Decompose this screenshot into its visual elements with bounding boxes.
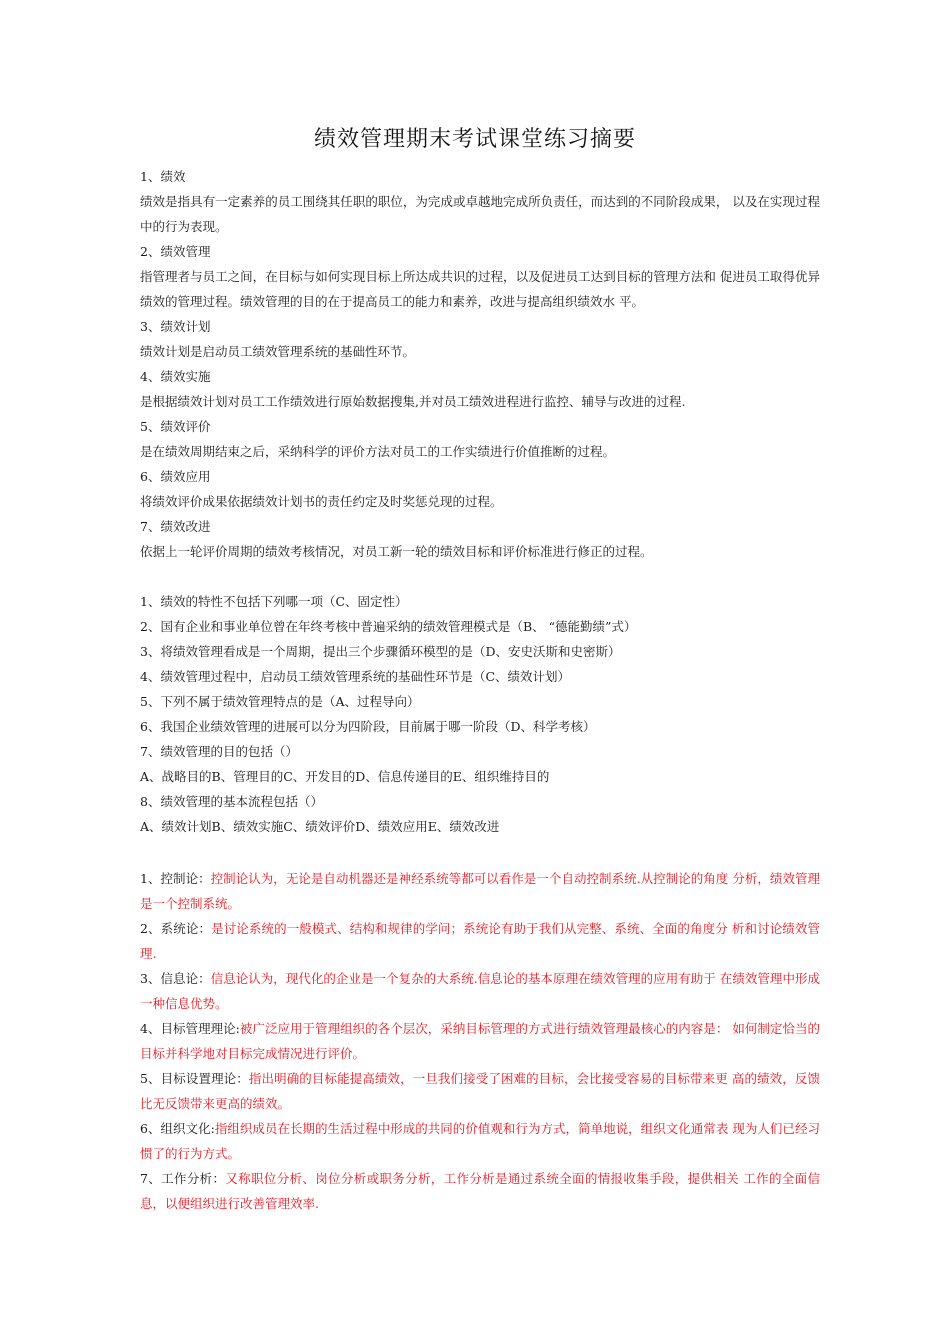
questions-section xyxy=(140,589,820,839)
definition-heading: 3、绩效计划 xyxy=(140,319,211,334)
question-options: A、绩效计划B、绩效实施C、绩效评价D、绩效应用E、绩效改进 xyxy=(140,819,500,834)
definition-text: 绩效计划是启动员工绩效管理系统的基础性环节。 xyxy=(140,344,416,359)
definition-heading: 7、绩效改进 xyxy=(140,519,211,534)
theory-text: 是讨论系统的一般模式、结构和规律的学问；系统论有助于我们从完整、系统、全面的角度分 析和讨论绩效管理. xyxy=(140,921,820,961)
theory-label: 4、目标管理理论: xyxy=(140,1021,240,1036)
theory-item xyxy=(140,1166,820,1216)
question-line: 4、绩效管理过程中，启动员工绩效管理系统的基础性环节是（C、绩效计划） xyxy=(140,669,571,684)
question-line: 8、绩效管理的基本流程包括（） xyxy=(140,794,323,809)
definition-text: 是在绩效周期结束之后，采纳科学的评价方法对员工的工作实绩进行价值推断的过程。 xyxy=(140,444,616,459)
theory-text: 信息论认为，现代化的企业是一个复杂的大系统.信息论的基本原理在绩效管理的应用有助于 在绩效管理中形成一种信息优势。 xyxy=(140,971,821,1011)
question-options: A、战略目的B、管理目的C、开发目的D、信息传递目的E、组织维持目的 xyxy=(140,769,550,784)
question-line: 1、绩效的特性不包括下列哪一项（C、固定性） xyxy=(140,594,408,609)
definitions-section xyxy=(140,164,820,564)
definition-heading: 6、绩效应用 xyxy=(140,469,211,484)
definition-heading: 4、绩效实施 xyxy=(140,369,211,384)
definition-text: 依据上一轮评价周期的绩效考核情况，对员工新一轮的绩效目标和评价标准进行修正的过程。 xyxy=(140,544,653,559)
theory-label: 2、系统论： xyxy=(140,921,212,936)
theory-item xyxy=(140,1116,820,1166)
theory-text: 指出明确的目标能提高绩效，一旦我们接受了困难的目标，会比接受容易的目标带来更 高的绩效，反馈比无反馈带来更高的绩效。 xyxy=(140,1071,820,1111)
question-line: 2、国有企业和事业单位曾在年终考核中普遍采纳的绩效管理模式是（B、 “德能勤绩”式） xyxy=(140,619,637,634)
theory-item xyxy=(140,1016,820,1066)
question-line: 6、我国企业绩效管理的进展可以分为四阶段，目前属于哪一阶段（D、科学考核） xyxy=(140,719,596,734)
definition-text: 绩效是指具有一定素养的员工围绕其任职的职位，为完成或卓越地完成所负责任，而达到的不同阶段成果， 以及在实现过程中的行为表现。 xyxy=(140,194,820,234)
theories-section xyxy=(140,866,820,1216)
definition-text: 将绩效评价成果依据绩效计划书的责任约定及时奖惩兑现的过程。 xyxy=(140,494,503,509)
theory-label: 5、目标设置理论： xyxy=(140,1071,249,1086)
definition-text: 指管理者与员工之间，在目标与如何实现目标上所达成共识的过程，以及促进员工达到目标的管理方法和 促进员工取得优异绩效的管理过程。绩效管理的目的在于提高员工的能力和素养，改进与提高组织绩效水 平。 xyxy=(140,269,820,309)
document-title: 绩效管理期末考试课堂练习摘要 xyxy=(313,127,636,152)
definition-heading: 2、绩效管理 xyxy=(140,244,211,259)
theory-item xyxy=(140,916,820,966)
question-line: 3、将绩效管理看成是一个周期，提出三个步骤循环模型的是（D、安史沃斯和史密斯） xyxy=(140,644,621,659)
definition-heading: 1、绩效 xyxy=(140,169,186,184)
theory-label: 1、控制论： xyxy=(140,871,211,886)
theory-text: 指组织成员在长期的生活过程中形成的共同的价值观和行为方式，简单地说，组织文化通常表 现为人们已经习惯了的行为方式。 xyxy=(140,1121,820,1161)
question-line: 7、绩效管理的目的包括（） xyxy=(140,744,298,759)
theory-text: 被广泛应用于管理组织的各个层次，采纳目标管理的方式进行绩效管理最核心的内容是： 如何制定恰当的目标并科学地对目标完成情况进行评价。 xyxy=(140,1021,820,1061)
theory-label: 7、工作分析： xyxy=(140,1171,226,1186)
theory-item xyxy=(140,966,820,1016)
definition-text: 是根据绩效计划对员工工作绩效进行原始数据搜集,并对员工绩效进程进行监控、辅导与改进的过程. xyxy=(140,394,686,409)
theory-item xyxy=(140,866,820,916)
definition-heading: 5、绩效评价 xyxy=(140,419,211,434)
theory-label: 6、组织文化: xyxy=(140,1121,215,1136)
theory-text: 又称职位分析、岗位分析或职务分析，工作分析是通过系统全面的情报收集手段，提供相关 工作的全面信息，以便组织进行改善管理效率. xyxy=(140,1171,820,1211)
theory-label: 3、信息论： xyxy=(140,971,211,986)
theory-item xyxy=(140,1066,820,1116)
theory-text: 控制论认为，无论是自动机器还是神经系统等都可以看作是一个自动控制系统.从控制论的角度 分析，绩效管理是一个控制系统。 xyxy=(140,871,821,911)
question-line: 5、下列不属于绩效管理特点的是（A、过程导向） xyxy=(140,694,420,709)
